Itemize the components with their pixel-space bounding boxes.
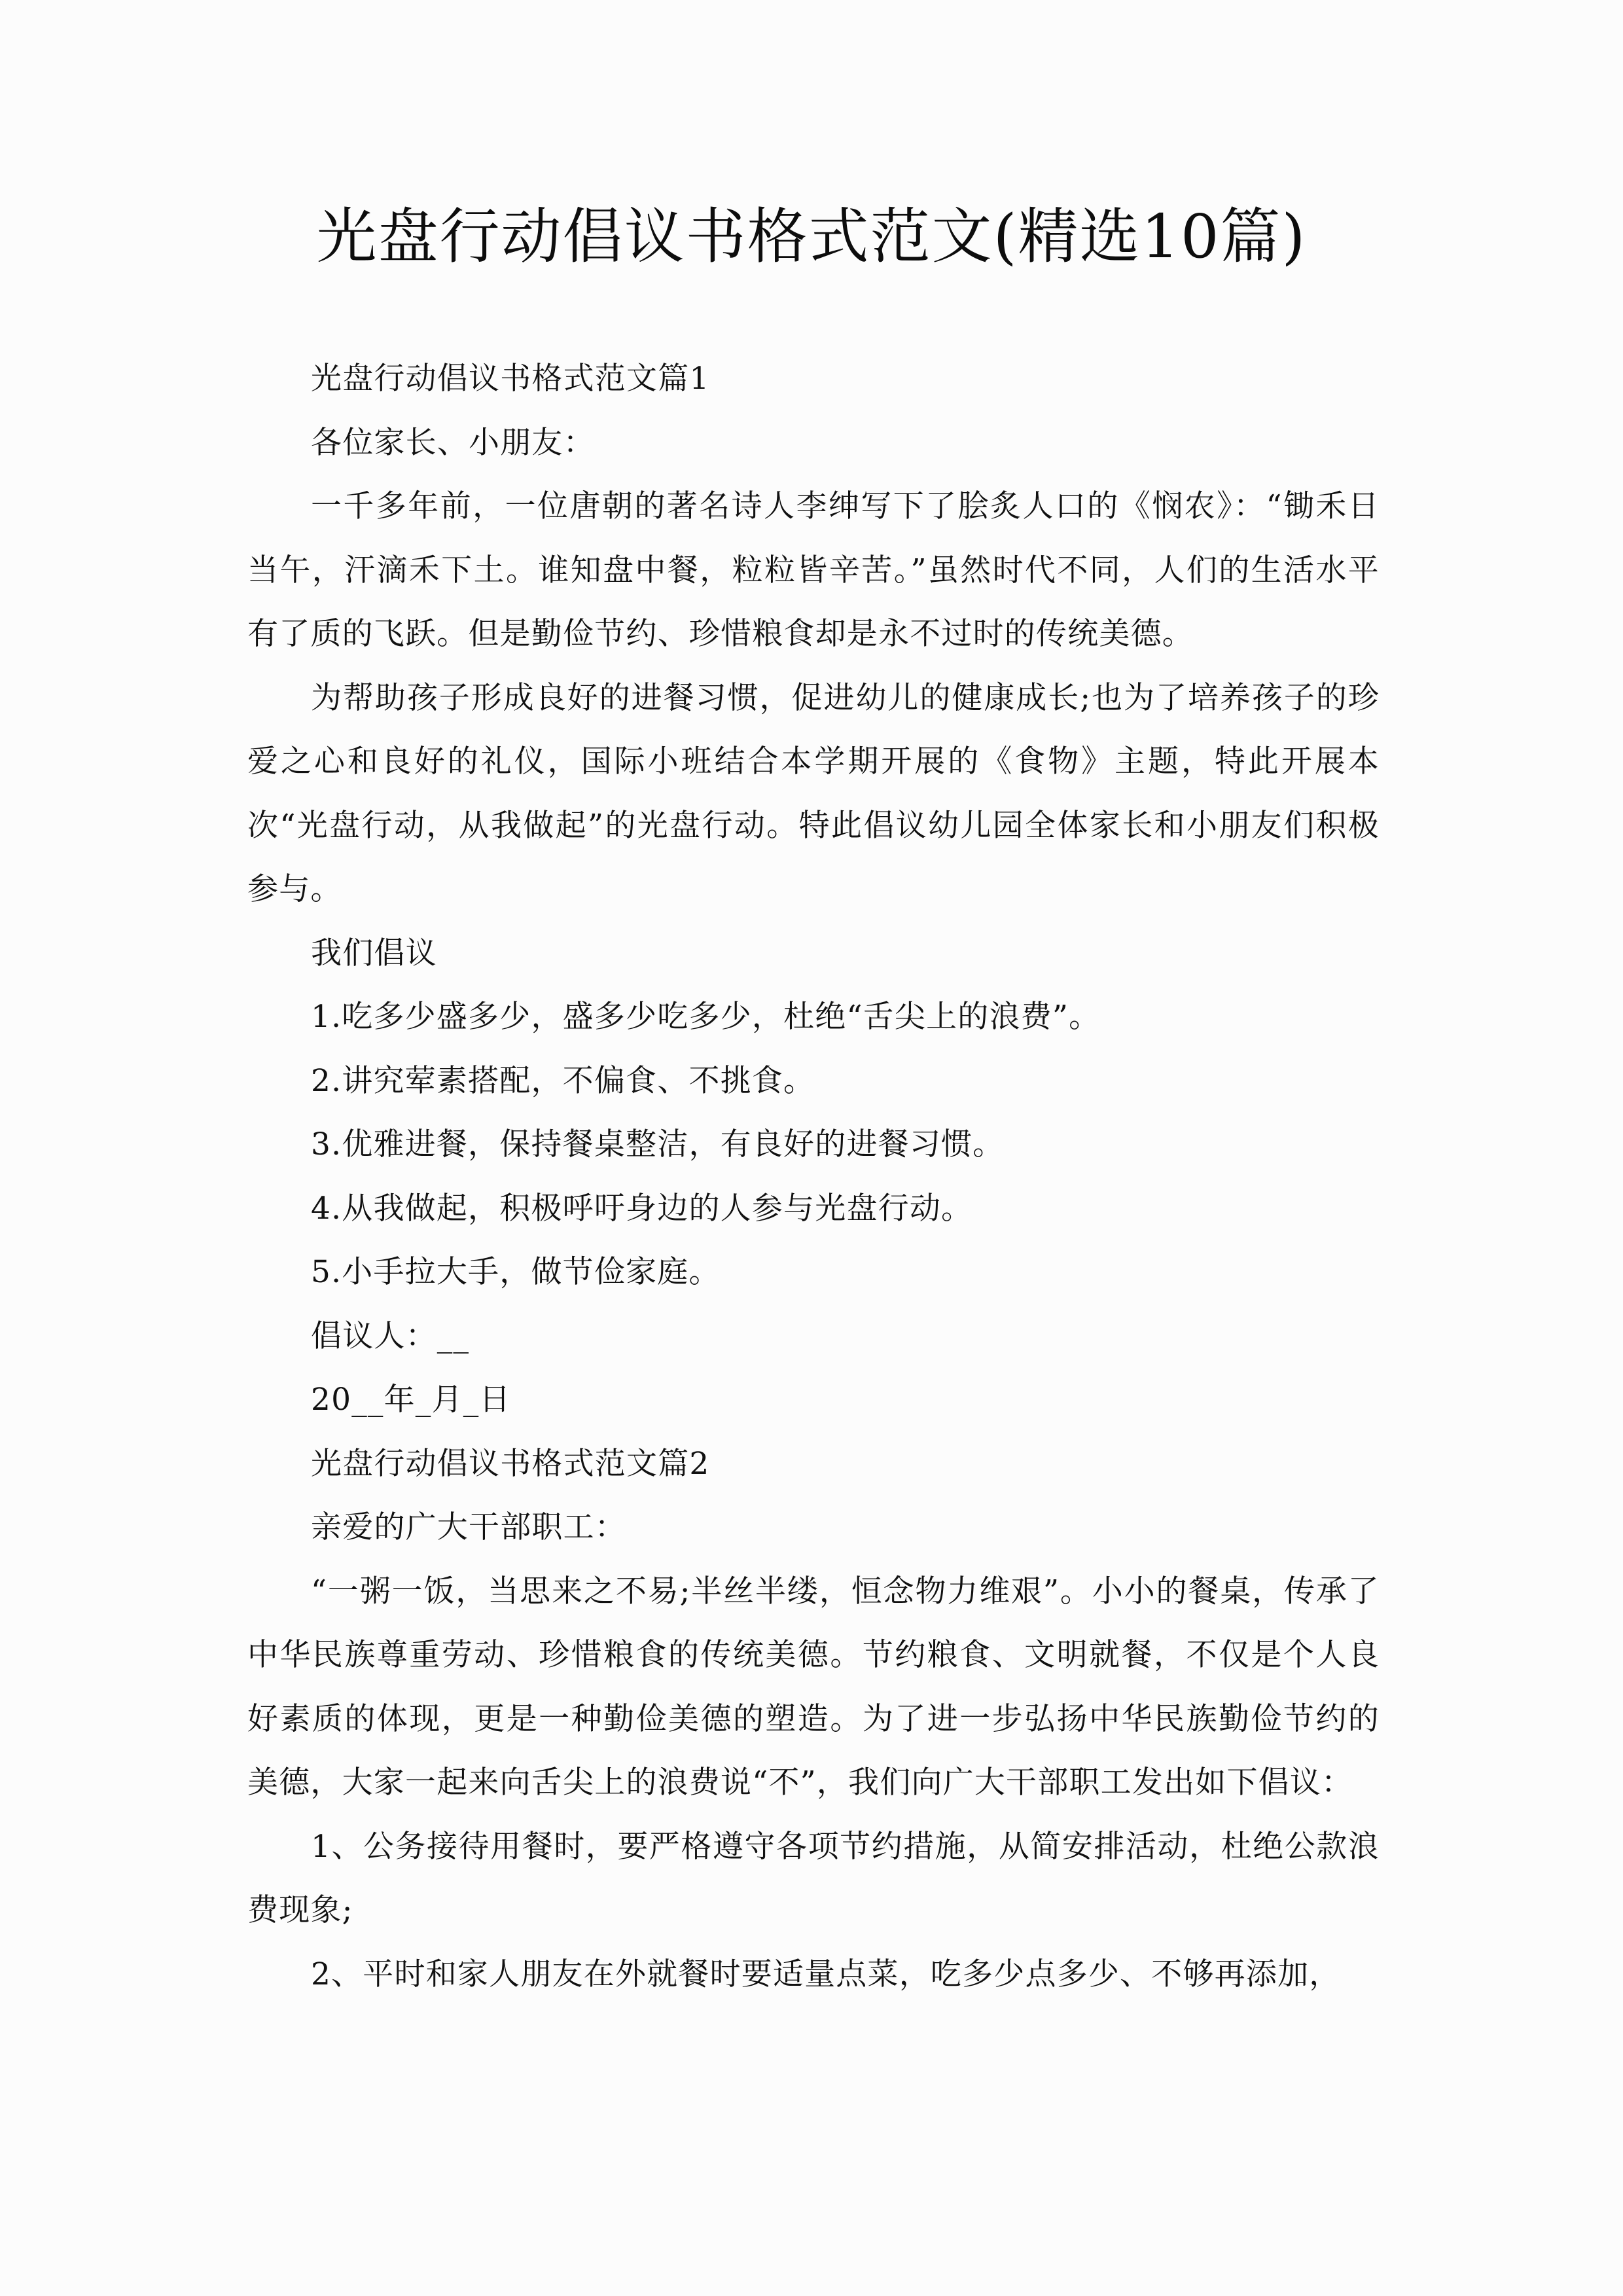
signature-line: 倡议人：__ xyxy=(311,1318,470,1354)
list-item: 2、平时和家人朋友在外就餐时要适量点菜，吃多少点多少、不够再添加， xyxy=(311,1956,1341,1992)
body-paragraph: 一千多年前，一位唐朝的著名诗人李绅写下了脍炙人口的《悯农》：“锄禾日当午，汗滴禾下土。谁知盘中餐，粒粒皆辛苦。”虽然时代不同，人们的生活水平有了质的飞跃。但是勤俭节约、珍惜粮食却是永不过时的传统美德。 xyxy=(247,488,1380,652)
document-body xyxy=(247,347,1380,2006)
section-heading-2: 光盘行动倡议书格式范文篇2 xyxy=(311,1445,710,1482)
date-line: 20__年_月_日 xyxy=(311,1382,511,1418)
document-title: 光盘行动倡议书格式范文(精选10篇) xyxy=(316,202,1307,272)
salutation: 各位家长、小朋友： xyxy=(311,424,595,461)
section-heading-1: 光盘行动倡议书格式范文篇1 xyxy=(311,361,710,397)
list-item: 1、公务接待用餐时，要严格遵守各项节约措施，从简安排活动，杜绝公款浪费现象; xyxy=(247,1828,1380,1928)
list-item: 3.优雅进餐，保持餐桌整洁，有良好的进餐习惯。 xyxy=(311,1126,1005,1162)
salutation: 亲爱的广大干部职工： xyxy=(311,1509,626,1545)
body-paragraph: 为帮助孩子形成良好的进餐习惯，促进幼儿的健康成长;也为了培养孩子的珍爱之心和良好的礼仪，国际小班结合本学期开展的《食物》主题，特此开展本次“光盘行动，从我做起”的光盘行动。特此倡议幼儿园全体家长和小朋友们积极参与。 xyxy=(247,679,1380,907)
body-paragraph: “一粥一饭，当思来之不易;半丝半缕，恒念物力维艰”。小小的餐桌，传承了中华民族尊重劳动、珍惜粮食的传统美德。节约粮食、文明就餐，不仅是个人良好素质的体现，更是一种勤俭美德的塑造。为了进一步弘扬中华民族勤俭节约的美德，大家一起来向舌尖上的浪费说“不”，我们向广大干部职工发出如下倡议： xyxy=(247,1573,1380,1801)
list-item: 1.吃多少盛多少，盛多少吃多少，杜绝“舌尖上的浪费”。 xyxy=(311,999,1101,1035)
proposal-heading: 我们倡议 xyxy=(311,935,437,971)
list-item: 2.讲究荤素搭配，不偏食、不挑食。 xyxy=(311,1062,815,1099)
list-item: 5.小手拉大手，做节俭家庭。 xyxy=(311,1254,721,1290)
list-item: 4.从我做起，积极呼吁身边的人参与光盘行动。 xyxy=(311,1190,973,1227)
